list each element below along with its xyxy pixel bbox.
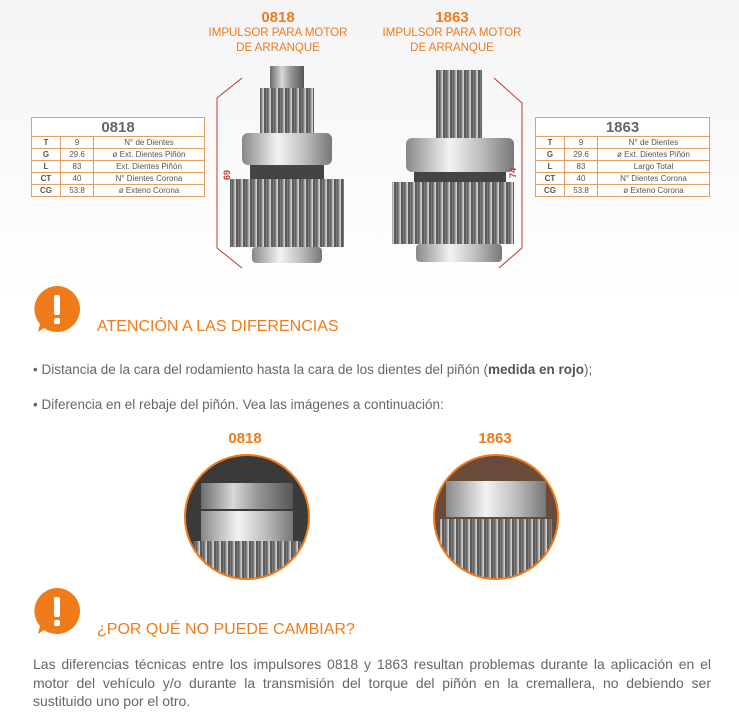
- attention-heading: ATENCIÓN A LAS DIFERENCIAS: [97, 318, 339, 335]
- alert-icon: [32, 586, 82, 636]
- spec-row: CG 53.8 ø Exteno Corona: [536, 185, 710, 197]
- spec-table-title: 1863: [536, 118, 710, 137]
- spec-table-1863: [535, 117, 710, 197]
- spec-row: CT 40 N° Dientes Corona: [32, 173, 205, 185]
- dimension-label-1863: 74: [508, 167, 519, 179]
- product-subtitle-line1: IMPULSOR PARA MOTOR: [382, 27, 522, 39]
- starter-drive-image-0818: [212, 58, 362, 273]
- spec-row: L 83 Ext. Dientes Piñón: [32, 161, 205, 173]
- spec-row: L 83 Largo Total: [536, 161, 710, 173]
- spec-table-title: 0818: [32, 118, 205, 137]
- spec-row: G 29.6 ø Ext. Dientes Piñón: [32, 149, 205, 161]
- spec-row: G 29.6 ø Ext. Dientes Piñón: [536, 149, 710, 161]
- product-title-1863: [378, 9, 526, 56]
- alert-icon: [32, 284, 82, 334]
- detail-label-0818: 0818: [228, 430, 262, 447]
- spec-row: CT 40 N° Dientes Corona: [536, 173, 710, 185]
- spec-row: T 9 N° de Dientes: [32, 137, 205, 149]
- bullet-bold: medida en rojo: [488, 362, 585, 377]
- why-paragraph: Las diferencias técnicas entre los impulsores 0818 y 1863 resultan problemas durante la aplicación en el motor del vehículo y/o durante la transmisión del torque del piñón en la cremallera, no debiendo ser sustituido uno por el otro.: [33, 656, 711, 709]
- detail-image-1863: [432, 453, 560, 581]
- bullet-distance: • Distancia de la cara del rodamiento hasta la cara de los dientes del piñón (medida en rojo);: [33, 362, 593, 377]
- spec-row: CG 53.8 ø Exteno Corona: [32, 185, 205, 197]
- dimension-label-0818: 69: [222, 169, 233, 181]
- product-subtitle-line2: DE ARRANQUE: [410, 42, 494, 54]
- product-subtitle-line1: IMPULSOR PARA MOTOR: [208, 27, 348, 39]
- starter-drive-image-1863: [384, 58, 534, 273]
- product-subtitle-line2: DE ARRANQUE: [236, 42, 320, 54]
- detail-image-0818: [183, 453, 311, 581]
- product-code: 0818: [261, 9, 295, 26]
- product-code: 1863: [435, 9, 469, 26]
- bullet-difference: • Diferencia en el rebaje del piñón. Vea las imágenes a continuación:: [33, 397, 444, 412]
- product-title-0818: [208, 9, 348, 56]
- spec-table-0818: [31, 117, 205, 197]
- spec-row: T 9 N° de Dientes: [536, 137, 710, 149]
- detail-label-1863: 1863: [478, 430, 512, 447]
- why-heading: ¿POR QUÉ NO PUEDE CAMBIAR?: [97, 621, 355, 638]
